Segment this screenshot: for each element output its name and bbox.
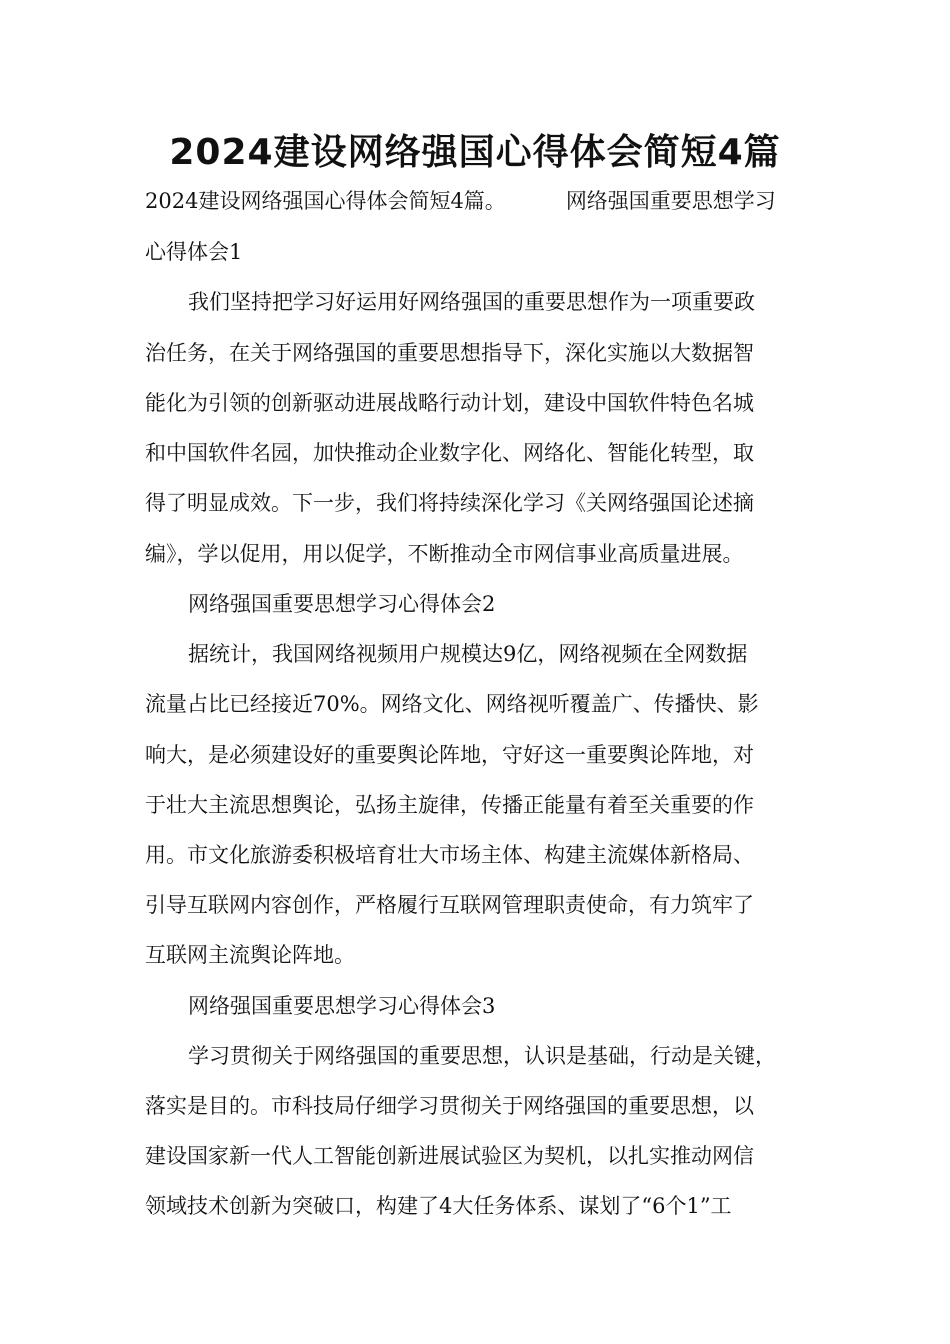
paragraph-1-line: 和中国软件名园，加快推动企业数字化、网络化、智能化转型，取 [145,441,754,465]
paragraph-3-line: 学习贯彻关于网络强国的重要思想，认识是基础，行动是关键， [188,1044,776,1068]
paragraph-2-line: 互联网主流舆论阵地。 [145,943,355,967]
paragraph-2-line: 响大，是必须建设好的重要舆论阵地，守好这一重要舆论阵地，对 [145,743,754,767]
document-title: 2024建设网络强国心得体会简短4篇 [169,132,781,173]
paragraph-1-line: 治任务，在关于网络强国的重要思想指导下，深化实施以大数据智 [145,341,754,365]
paragraph-2-line: 流量占比已经接近70%。网络文化、网络视听覆盖广、传播快、影 [145,692,759,716]
section-heading-2: 网络强国重要思想学习心得体会2 [188,592,496,616]
paragraph-3-line: 领域技术创新为突破口，构建了4大任务体系、谋划了“6个1”工 [145,1194,732,1218]
paragraph-1-line: 能化为引领的创新驱动进展战略行动计划，建设中国软件特色名城 [145,391,754,415]
intro-subtitle-continued: 心得体会1 [145,240,243,264]
paragraph-2-line: 于壮大主流思想舆论，弘扬主旋律，传播正能量有着至关重要的作 [145,793,754,817]
paragraph-2-line: 用。市文化旅游委积极培育壮大市场主体、构建主流媒体新格局、 [145,843,754,867]
intro-subtitle: 网络强国重要思想学习 [565,189,776,213]
paragraph-3-line: 落实是目的。市科技局仔细学习贯彻关于网络强国的重要思想，以 [145,1094,754,1118]
section-heading-3: 网络强国重要思想学习心得体会3 [188,994,496,1018]
intro-text: 2024建设网络强国心得体会简短4篇。 [145,189,506,213]
paragraph-2-line: 引导互联网内容创作，严格履行互联网管理职责使命，有力筑牢了 [145,893,754,917]
paragraph-1-line: 得了明显成效。下一步，我们将持续深化学习《关网络强国论述摘 [145,491,754,515]
intro-line [145,186,825,216]
paragraph-1-line: 编》，学以促用，用以促学，不断推动全市网信事业高质量进展。 [145,542,744,566]
paragraph-2-line: 据统计，我国网络视频用户规模达9亿，网络视频在全网数据 [188,642,748,666]
paragraph-3-line: 建设国家新一代人工智能创新进展试验区为契机，以扎实推动网信 [145,1144,754,1168]
paragraph-1-line: 我们坚持把学习好运用好网络强国的重要思想作为一项重要政 [188,290,755,314]
